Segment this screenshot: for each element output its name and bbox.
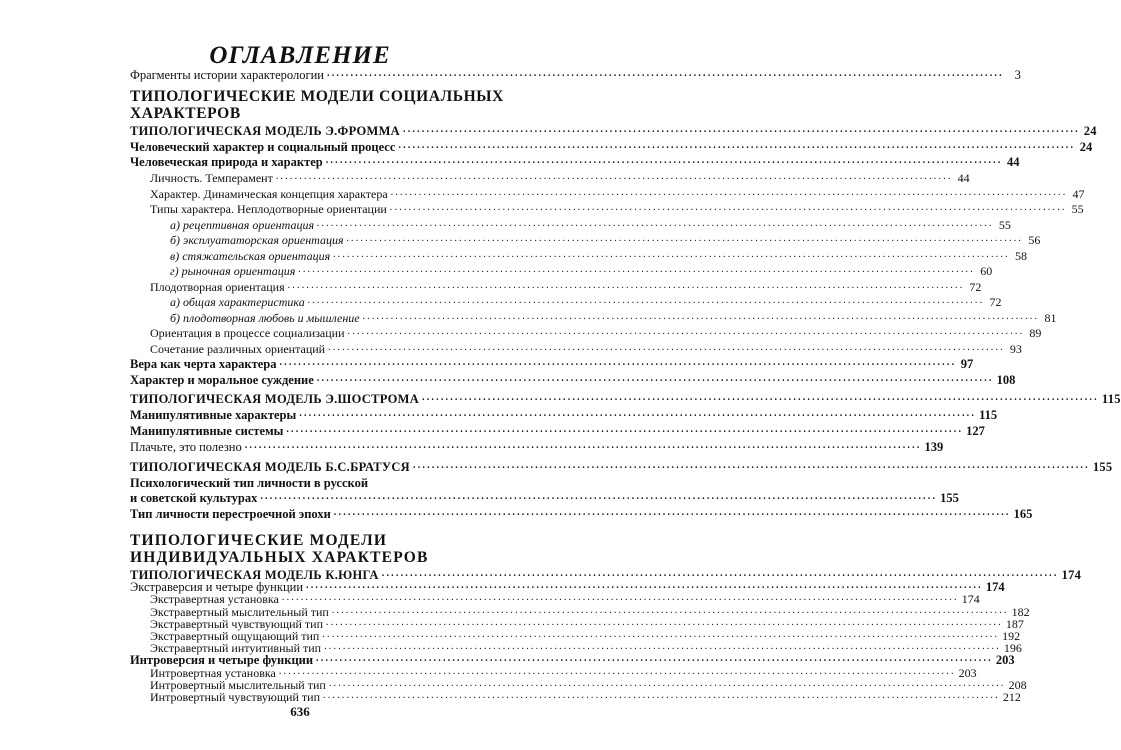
toc-entry-title: и советской культурах: [130, 491, 258, 505]
toc-page-number: 44: [1007, 155, 1020, 169]
leader-dots: [288, 280, 965, 291]
toc-page-number: 196: [1003, 641, 1022, 656]
toc-entry: [170, 311, 1057, 326]
toc-page-number: 24: [1079, 140, 1093, 154]
toc-page-number: 127: [966, 424, 985, 438]
toc-page-number: 81: [1044, 311, 1057, 325]
leader-dots: [333, 249, 1010, 260]
toc-entry-title: б) эксплуататорская ориентация: [170, 233, 344, 247]
toc-page-number: 203: [958, 665, 977, 680]
toc-entry: [130, 491, 959, 506]
leader-dots: [347, 233, 1024, 244]
section-heading-line: ХАРАКТЕРОВ: [130, 105, 241, 122]
toc-entry: [130, 357, 974, 372]
toc-entry-title: Экстравертный мыслительный тип: [150, 604, 329, 619]
leader-dots: [327, 68, 1004, 79]
leader-dots: [332, 605, 1009, 616]
toc-entry-title: Человеческий характер и социальный процесс: [130, 140, 396, 154]
toc-entry-title: Вера как черта характера: [130, 357, 277, 371]
leader-dots: [298, 264, 975, 275]
toc-entry-title: а) общая характеристика: [170, 295, 305, 309]
leader-dots: [334, 507, 1011, 518]
toc-entry: [170, 295, 1002, 310]
toc-entry-title: Интровертный мыслительный тип: [150, 677, 326, 692]
toc-page-number: 165: [1013, 507, 1033, 521]
leader-dots: [326, 617, 1003, 628]
leader-dots: [306, 580, 983, 591]
toc-page-number: 187: [1005, 616, 1024, 631]
leader-dots: [324, 641, 1001, 652]
section-heading-line: ИНДИВИДУАЛЬНЫХ ХАРАКТЕРОВ: [130, 549, 429, 566]
toc-page-number: 139: [924, 440, 944, 454]
leader-dots: [276, 171, 953, 182]
toc-entry: [170, 218, 1011, 233]
toc-entry: [130, 124, 1097, 139]
toc-entry-title: Экстравертная установка: [150, 592, 279, 607]
leader-dots: [286, 424, 963, 435]
leader-dots: [391, 187, 1068, 198]
toc-entry: [130, 68, 1021, 83]
toc-entry: [170, 249, 1028, 264]
toc-page-number: 55: [998, 218, 1011, 232]
leader-dots: [326, 155, 1003, 166]
toc-page-number: 58: [1015, 249, 1028, 263]
toc-page-number: 115: [979, 408, 998, 422]
leader-dots: [260, 491, 937, 502]
page-number: 636: [290, 704, 310, 719]
toc-entry: [150, 690, 1021, 705]
leader-dots: [422, 392, 1099, 403]
toc-page-number: 93: [1009, 342, 1022, 356]
leader-dots: [328, 342, 1005, 353]
leader-dots: [282, 592, 959, 603]
toc-page-number: 115: [1101, 392, 1121, 406]
toc-entry: [150, 202, 1084, 217]
page-title: ОГЛАВЛЕНИЕ: [209, 42, 391, 69]
toc-entry-title: ТИПОЛОГИЧЕСКАЯ МОДЕЛЬ Э.ФРОММА: [130, 124, 400, 138]
toc-page-number: 72: [989, 295, 1002, 309]
toc-page-number: 97: [960, 357, 974, 371]
leader-dots: [279, 357, 956, 368]
toc-page-number: 203: [995, 653, 1015, 668]
section-heading: [130, 88, 504, 122]
toc-entry-title: ТИПОЛОГИЧЕСКАЯ МОДЕЛЬ К.ЮНГА: [130, 568, 379, 582]
toc-entry-title: г) рыночная ориентация: [170, 264, 296, 278]
toc-page-number: 155: [940, 491, 959, 505]
toc-entry-title: Ориентация в процессе социализации: [150, 326, 345, 340]
toc-page-number: 56: [1028, 233, 1041, 247]
toc-entry: [150, 342, 1022, 357]
toc-page-number: 174: [985, 580, 1005, 595]
toc-entry: [170, 233, 1041, 248]
toc-entry: [130, 140, 1093, 155]
toc-entry-title: Экстравертный ощущающий тип: [150, 629, 320, 643]
leader-dots: [413, 460, 1090, 471]
toc-entry-title: Типы характера. Неплодотворные ориентации: [150, 202, 387, 216]
toc-entry-title: б) плодотворная любовь и мышление: [170, 311, 360, 325]
toc-page-number: 24: [1083, 124, 1097, 138]
toc-entry-title: Интровертная установка: [150, 665, 276, 680]
toc-entry-title: Экстравертный интуитивный тип: [150, 641, 322, 656]
toc-entry-title: Манипулятивные системы: [130, 424, 284, 438]
toc-page-number: 174: [961, 592, 980, 607]
toc-page-number: 72: [969, 280, 982, 294]
section-heading: [130, 532, 429, 566]
section-heading-line: ТИПОЛОГИЧЕСКИЕ МОДЕЛИ: [130, 532, 388, 549]
leader-dots: [382, 568, 1059, 579]
toc-entry-title: Интровертный чувствующий тип: [150, 690, 320, 704]
toc-page-number: 174: [1061, 568, 1082, 582]
toc-entry-title: ТИПОЛОГИЧЕСКАЯ МОДЕЛЬ Б.С.БРАТУСЯ: [130, 460, 410, 474]
leader-dots: [245, 440, 922, 451]
leader-dots: [308, 295, 985, 306]
toc-page-number: 3: [1014, 68, 1021, 82]
toc-entry-title: Интроверсия и четыре функции: [130, 653, 314, 668]
toc-entry-title: Фрагменты истории характерологии: [130, 68, 324, 82]
toc-page-number: 89: [1029, 326, 1042, 340]
toc-entry: [150, 280, 982, 295]
toc-entry: [130, 507, 1033, 522]
toc-entry: [130, 408, 998, 423]
toc-entry: [130, 424, 985, 439]
leader-dots: [322, 629, 999, 640]
leader-dots: [279, 666, 956, 677]
toc-entry: [130, 440, 944, 455]
toc-entry-title: Экстравертный чувствующий тип: [150, 616, 324, 631]
toc-entry: [150, 326, 1042, 341]
toc-page-number: 155: [1092, 460, 1113, 474]
toc-entry: [130, 373, 1016, 388]
toc-entry: [150, 187, 1085, 202]
toc-page-number: 108: [996, 373, 1016, 387]
leader-dots: [363, 311, 1040, 322]
toc-page-number: 208: [1008, 677, 1027, 692]
toc-page-number: 44: [957, 171, 970, 185]
toc-entry-title: Человеческая природа и характер: [130, 155, 323, 169]
toc-page-number: 212: [1002, 690, 1021, 704]
leader-dots: [390, 202, 1067, 213]
toc-entry-title: Характер. Динамическая концепция характера: [150, 187, 388, 201]
leader-dots: [323, 690, 1000, 701]
toc-entry-title: в) стяжательская ориентация: [170, 249, 331, 263]
toc-page-number: 182: [1011, 604, 1030, 619]
toc-page-number: 55: [1071, 202, 1084, 216]
leader-dots: [403, 124, 1080, 135]
toc-entry: [130, 460, 1113, 475]
leader-dots: [398, 140, 1075, 151]
toc-page-number: 60: [980, 264, 993, 278]
toc-entry: [130, 392, 1121, 407]
toc-entry-title: Тип личности перестроечной эпохи: [130, 507, 331, 521]
toc-entry-wrapped-line: Психологический тип личности в русской: [130, 476, 369, 490]
leader-dots: [348, 326, 1025, 337]
section-heading-line: ТИПОЛОГИЧЕСКИЕ МОДЕЛИ СОЦИАЛЬНЫХ: [130, 88, 504, 105]
toc-entry-title: Сочетание различных ориентаций: [150, 342, 326, 356]
leader-dots: [299, 408, 976, 419]
toc-entry: [170, 264, 993, 279]
toc-entry-title: а) рецептивная ориентация: [170, 218, 315, 232]
leader-dots: [317, 373, 994, 384]
toc-page-number: 192: [1002, 629, 1021, 643]
toc-entry: [150, 171, 970, 186]
leader-dots: [316, 653, 993, 664]
toc-entry-title: Манипулятивные характеры: [130, 408, 297, 422]
toc-entry-title: Плачьте, это полезно: [130, 440, 242, 454]
leader-dots: [329, 678, 1006, 689]
leader-dots: [317, 218, 994, 229]
toc-entry-title: Плодотворная ориентация: [150, 280, 285, 294]
toc-entry-title: Экстраверсия и четыре функции: [130, 580, 304, 595]
toc-entry: [130, 155, 1020, 170]
toc-page-number: 47: [1072, 187, 1085, 201]
toc-entry-title: Личность. Темперамент: [150, 171, 273, 185]
toc-entry-title: ТИПОЛОГИЧЕСКАЯ МОДЕЛЬ Э.ШОСТРОМА: [130, 392, 420, 406]
toc-entry-title: Характер и моральное суждение: [130, 373, 314, 387]
